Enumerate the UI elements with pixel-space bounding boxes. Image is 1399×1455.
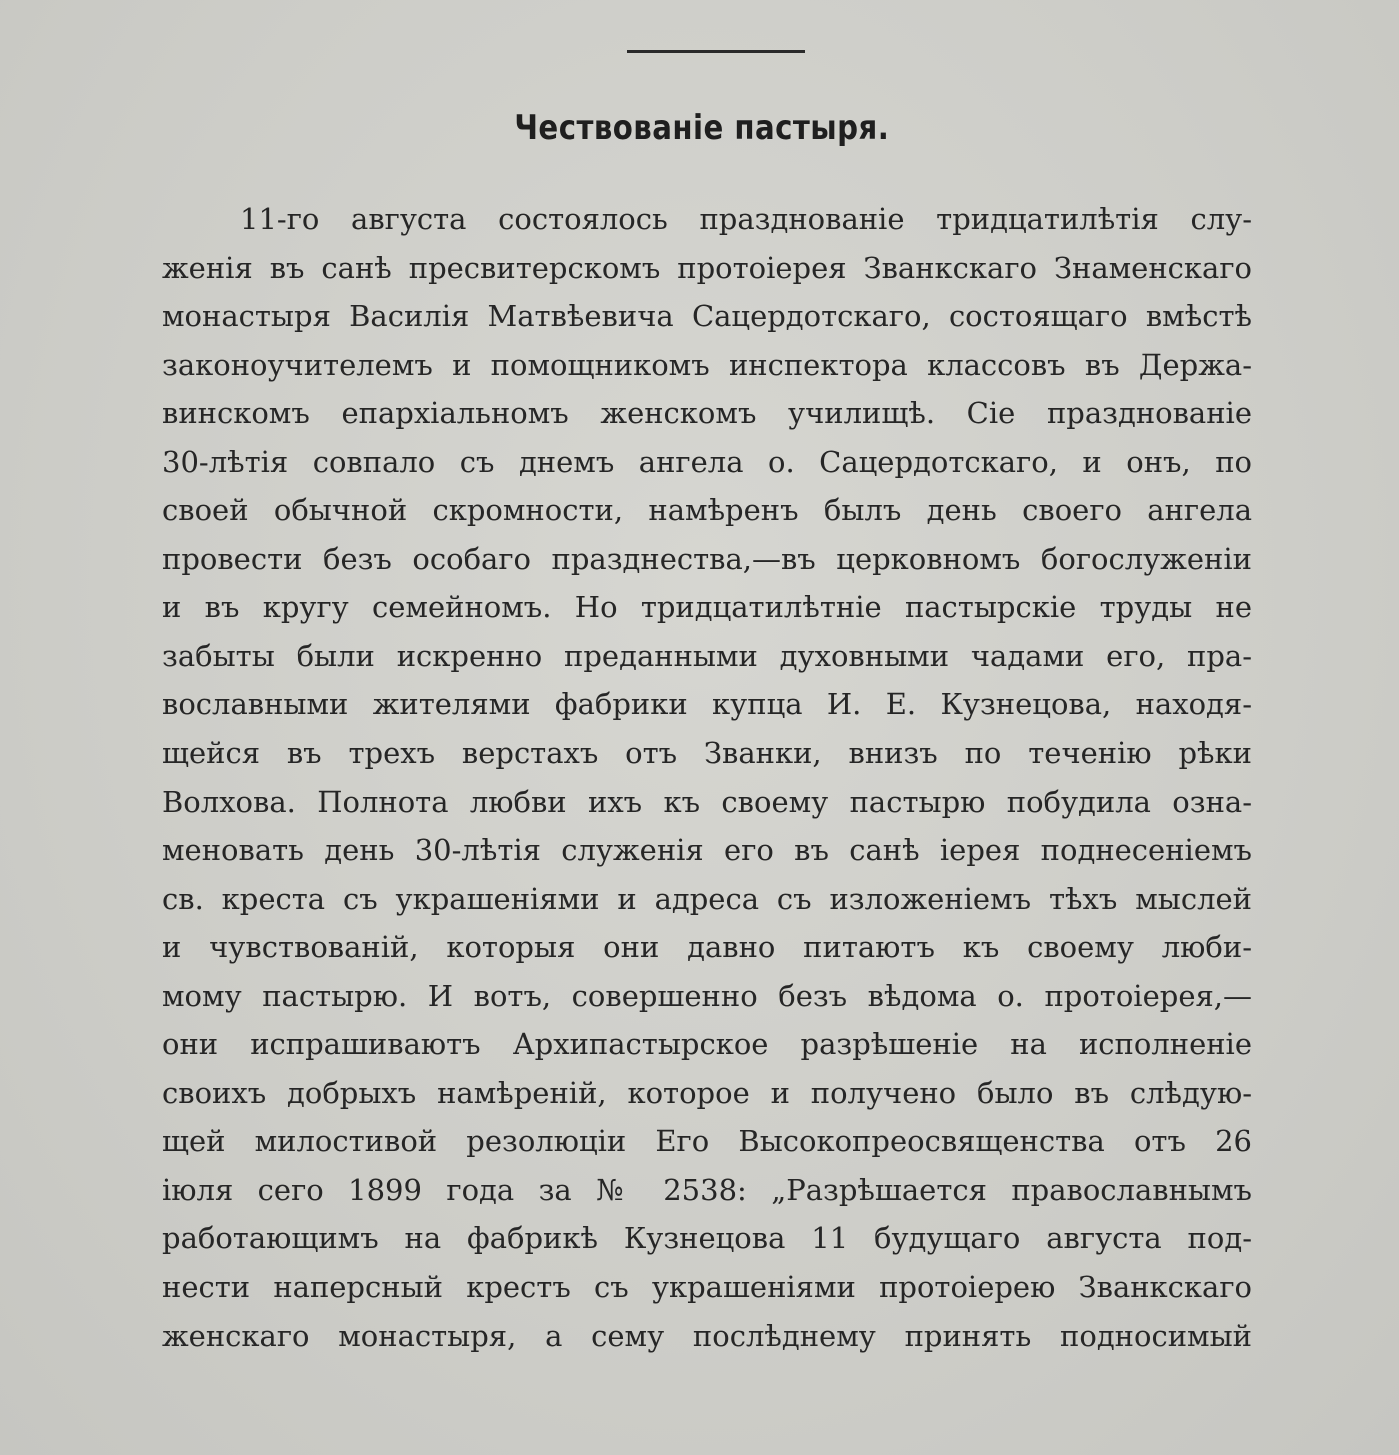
text-line	[162, 535, 1252, 584]
text-line-content: своихъ добрыхъ намѣреній, которое и получено было въ слѣдую-	[162, 1075, 1252, 1110]
text-line	[162, 1166, 1252, 1215]
text-line	[162, 1263, 1252, 1312]
text-line-content: св. креста съ украшеніями и адреса съ изложеніемъ тѣхъ мыслей	[162, 881, 1252, 916]
text-line-content: и въ кругу семейномъ. Но тридцатилѣтніе пастырскіе труды не	[162, 590, 1252, 625]
page-heading: Чествованіе пастыря.	[514, 108, 890, 148]
text-line	[162, 292, 1252, 341]
text-line-content: монастыря Василія Матвѣевича Сацердотскаго, состоящаго вмѣстѣ	[162, 299, 1252, 334]
text-line-content: женскаго монастыря, а сему послѣднему принять подносимый	[162, 1318, 1252, 1353]
text-line-content: работающимъ на фабрикѣ Кузнецова 11 будущаго августа под-	[162, 1221, 1252, 1256]
text-line-content: іюля сего 1899 года за № 2538: „Разрѣшается православнымъ	[162, 1172, 1252, 1207]
text-line-content: меновать день 30-лѣтія служенія его въ санѣ іерея поднесеніемъ	[162, 833, 1252, 868]
text-line-content: они испрашиваютъ Архипастырское разрѣшеніе на исполненіе	[162, 1027, 1252, 1062]
text-line-content: 30-лѣтія совпало съ днемъ ангела о. Сацердотскаго, и онъ, по	[162, 444, 1252, 479]
text-line	[162, 729, 1252, 778]
text-line-content: своей обычной скромности, намѣренъ былъ день своего ангела	[162, 493, 1252, 528]
text-line	[162, 583, 1252, 632]
text-line	[162, 438, 1252, 487]
text-line	[162, 875, 1252, 924]
text-line	[162, 778, 1252, 827]
text-line-content: мому пастырю. И вотъ, совершенно безъ вѣдома о. протоіерея,—	[162, 978, 1252, 1013]
text-line-content: винскомъ епархіальномъ женскомъ училищѣ. Сіе празднованіе	[162, 396, 1252, 431]
text-line	[162, 389, 1252, 438]
text-line	[162, 244, 1252, 293]
text-line-content: женія въ санѣ пресвитерскомъ протоіерея Званкскаго Знаменскаго	[162, 250, 1252, 285]
text-line-content: вославными жителями фабрики купца И. Е. Кузнецова, находя-	[162, 687, 1252, 722]
text-line	[162, 1117, 1252, 1166]
top-divider	[627, 50, 805, 53]
text-line	[162, 1020, 1252, 1069]
text-line-content: 11-го августа состоялось празднованіе тридцатилѣтія слу-	[240, 202, 1252, 236]
text-line-content: и чувствованій, которыя они давно питаютъ къ своему люби-	[162, 930, 1252, 965]
text-line	[162, 680, 1252, 729]
text-line	[162, 1312, 1252, 1361]
text-line-content: щейся въ трехъ верстахъ отъ Званки, внизъ по теченію рѣки	[162, 736, 1252, 771]
text-line	[162, 826, 1252, 875]
text-line	[162, 1069, 1252, 1118]
text-line-content: Волхова. Полнота любви ихъ къ своему пастырю побудила озна-	[162, 784, 1252, 819]
text-line-content: нести наперсный крестъ съ украшеніями протоіерею Званкскаго	[162, 1270, 1252, 1305]
text-line	[162, 1214, 1252, 1263]
text-line	[162, 632, 1252, 681]
text-line	[162, 341, 1252, 390]
text-line	[162, 923, 1252, 972]
text-line-content: забыты были искренно преданными духовными чадами его, пра-	[162, 638, 1252, 673]
body-text	[162, 195, 1252, 1360]
text-line-content: провести безъ особаго празднества,—въ церковномъ богослуженіи	[162, 541, 1252, 576]
text-line-content: щей милостивой резолюціи Его Высокопреосвященства отъ 26	[162, 1124, 1252, 1159]
text-line	[162, 195, 1252, 244]
text-line	[162, 486, 1252, 535]
text-line	[162, 972, 1252, 1021]
text-line-content: законоучителемъ и помощникомъ инспектора классовъ въ Держа-	[162, 347, 1252, 382]
